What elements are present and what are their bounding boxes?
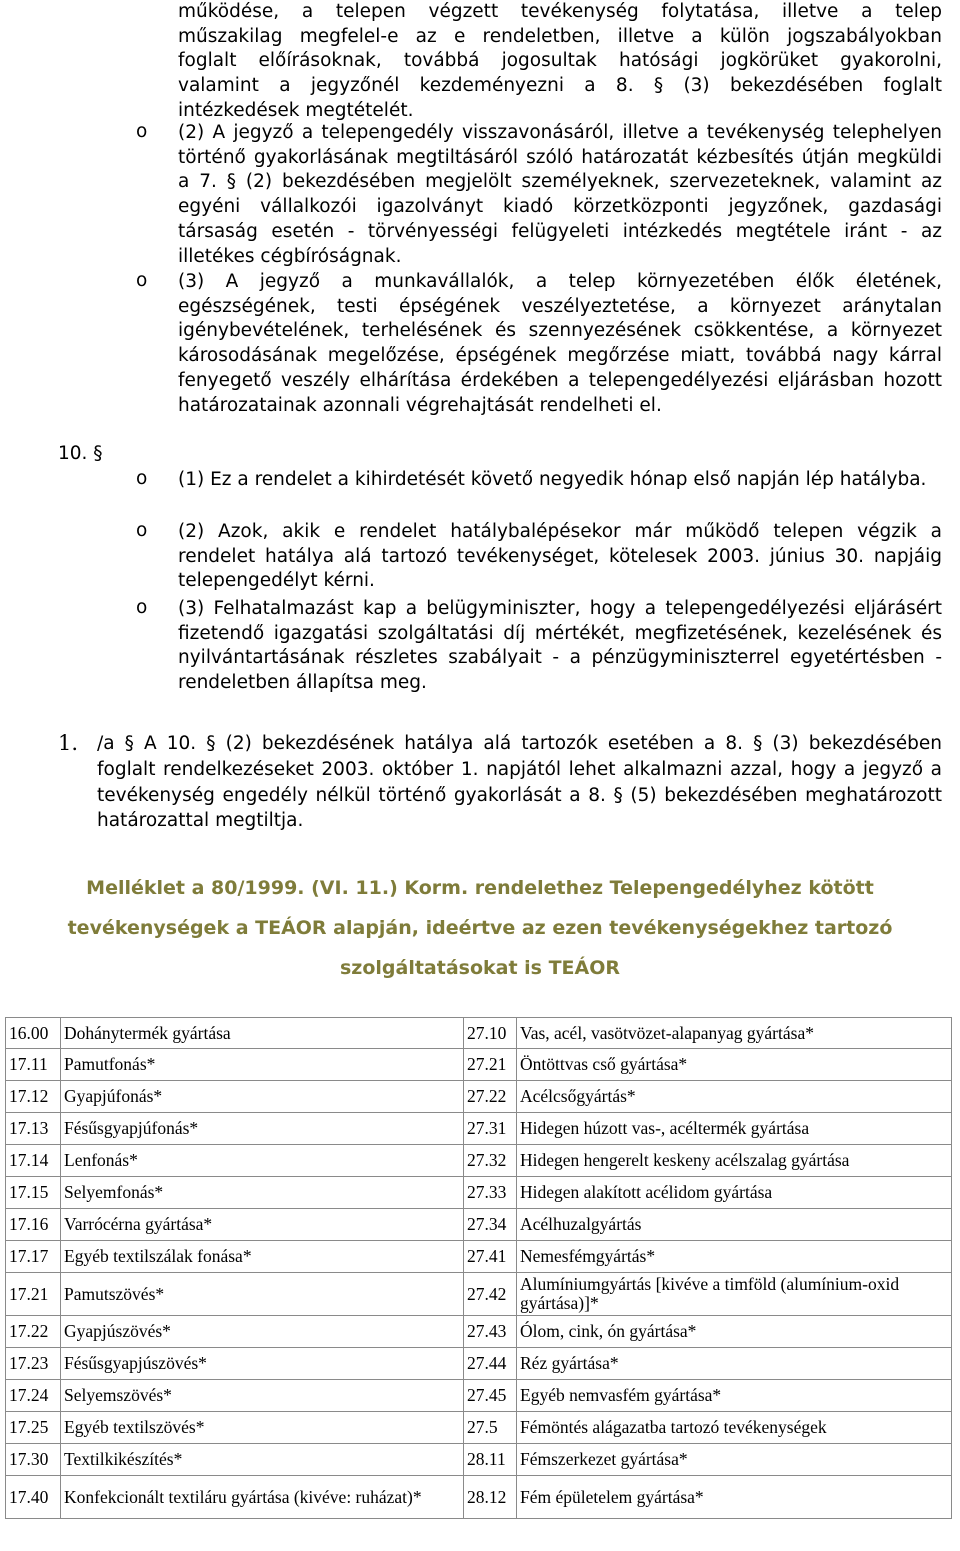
continuation-line: intézkedések megtételét. [178, 99, 414, 121]
teaor-code-cell: 17.25 [6, 1412, 61, 1444]
list-bullet: o [136, 597, 148, 618]
table-row [6, 1049, 952, 1081]
activity-name-cell: Pamutfonás* [61, 1049, 464, 1081]
teaor-code-cell: 16.00 [6, 1018, 61, 1049]
teaor-code-cell: 27.44 [464, 1348, 517, 1380]
table-row [6, 1273, 952, 1316]
continuation-line: valamint a jegyzőnél kezdeményezni a 8. § (3) bekezdésében foglalt [178, 75, 942, 97]
teaor-code-cell: 17.16 [6, 1209, 61, 1241]
teaor-code-cell: 17.22 [6, 1316, 61, 1348]
teaor-code-cell: 27.31 [464, 1113, 517, 1145]
activity-name-cell: Ólom, cink, ón gyártása* [517, 1316, 952, 1348]
teaor-code-cell: 27.45 [464, 1380, 517, 1412]
activity-name-cell: Acélhuzalgyártás [517, 1209, 952, 1241]
continuation-line: műszakilag megfelel-e az e rendeletben, illetve a külön jogszabályokban [178, 25, 942, 47]
table-row [6, 1145, 952, 1177]
teaor-code-cell: 27.43 [464, 1316, 517, 1348]
activity-name-cell: Gyapjúszövés* [61, 1316, 464, 1348]
table-row [6, 1241, 952, 1273]
paragraph-3-immediate-enforcement: (3) A jegyző a munkavállalók, a telep környezetében élők életének, egészségének, testi épségének veszélyeztetése, a környezet aránytalan igénybevételének, terhelésének és szennyezésének csökkentése, a környezet károsodásának megelőzése, épségének megőrzése miatt, továbbá nagy kárral fenyegető veszély elhárítása érdekében a telepengedélyezési eljárásban hozott határozatainak azonnali végrehajtását rendelheti el. [178, 271, 942, 416]
paragraph-10-2: (2) Azok, akik e rendelet hatálybalépésekor már működő telepen végzik a rendelet hatálya alá tartozó tevékenységet, kötelesek 2003. június 30. napjáig telepengedélyt kérni. [178, 521, 942, 592]
teaor-code-cell: 17.13 [6, 1113, 61, 1145]
paragraph-10-3: (3) Felhatalmazást kap a belügyminiszter, hogy a telepengedélyezési eljárásért fizetendő igazgatási szolgáltatási díj mértékét, megfizetésének, kezelésének és nyilvántartásának részletes szabályait - a pénzügyminiszterrel egyetértésben - rendeletben állapítsa meg. [178, 598, 942, 694]
table-row [6, 1348, 952, 1380]
teaor-code-cell: 27.10 [464, 1018, 517, 1049]
activity-name-cell: Egyéb textilszálak fonása* [61, 1241, 464, 1273]
activity-name-cell: Hidegen alakított acélidom gyártása [517, 1177, 952, 1209]
activity-name-cell: Vas, acél, vasötvözet-alapanyag gyártása* [517, 1018, 952, 1049]
activity-name-cell: Hidegen hengerelt keskeny acélszalag gyártása [517, 1145, 952, 1177]
teaor-code-cell: 27.32 [464, 1145, 517, 1177]
annex-heading-line: tevékenységek a TEÁOR alapján, ideértve az ezen tevékenységekhez tartozó [67, 917, 893, 939]
note-number: 1. [58, 731, 79, 755]
teaor-code-cell: 17.14 [6, 1145, 61, 1177]
teaor-code-cell: 17.40 [6, 1476, 61, 1519]
activity-name-cell: Egyéb nemvasfém gyártása* [517, 1380, 952, 1412]
activity-name-cell: Fésűsgyapjúszövés* [61, 1348, 464, 1380]
annex-heading-line: szolgáltatásokat is TEÁOR [339, 957, 621, 979]
teaor-code-cell: 27.5 [464, 1412, 517, 1444]
teaor-code-cell: 27.41 [464, 1241, 517, 1273]
teaor-code-cell: 17.24 [6, 1380, 61, 1412]
activity-name-cell: Fémöntés alágazatba tartozó tevékenységek [517, 1412, 952, 1444]
continuation-line: foglalt előírásoknak, továbbá jogosultak hatósági jogkörüket gyakorolni, [178, 50, 942, 72]
table-row [6, 1380, 952, 1412]
activity-name-cell: Hidegen húzott vas-, acéltermék gyártása [517, 1113, 952, 1145]
table-row [6, 1209, 952, 1241]
note-paragraph: /a § A 10. § (2) bekezdésének hatálya alá tartozók esetében a 8. § (3) bekezdésében foglalt rendelkezéseket 2003. október 1. napjától lehet alkalmazni azzal, hogy a jegyző a tevékenység engedély nélkül történő gyakorlását a 8. § (5) bekezdésében meghatározott határozattal megtiltja. [97, 733, 942, 832]
activity-name-cell: Selyemfonás* [61, 1177, 464, 1209]
teaor-code-cell: 17.23 [6, 1348, 61, 1380]
activity-name-cell: Alumíniumgyártás [kivéve a timföld (alumínium-oxid gyártása)]* [517, 1273, 952, 1316]
activity-name-cell: Acélcsőgyártás* [517, 1081, 952, 1113]
list-bullet: o [136, 468, 148, 489]
activity-name-cell: Fém épületelem gyártása* [517, 1476, 952, 1519]
activity-name-cell: Réz gyártása* [517, 1348, 952, 1380]
list-bullet: o [136, 270, 148, 291]
teaor-code-cell: 17.12 [6, 1081, 61, 1113]
teaor-code-cell: 28.11 [464, 1444, 517, 1476]
teaor-code-cell: 17.21 [6, 1273, 61, 1316]
table-row [6, 1444, 952, 1476]
activity-name-cell: Egyéb textilszövés* [61, 1412, 464, 1444]
activity-name-cell: Konfekcionált textiláru gyártása (kivéve: ruházat)* [61, 1476, 464, 1519]
activity-name-cell: Nemesfémgyártás* [517, 1241, 952, 1273]
activity-name-cell: Selyemszövés* [61, 1380, 464, 1412]
teaor-code-cell: 17.15 [6, 1177, 61, 1209]
teaor-code-cell: 28.12 [464, 1476, 517, 1519]
list-bullet: o [136, 121, 148, 142]
teaor-code-cell: 17.11 [6, 1049, 61, 1081]
teaor-code-cell: 27.34 [464, 1209, 517, 1241]
continuation-line: működése, a telepen végzett tevékenység folytatása, illetve a telep [178, 1, 942, 22]
activity-name-cell: Fésűsgyapjúfonás* [61, 1113, 464, 1145]
paragraph-2-revocation: (2) A jegyző a telepengedély visszavonásáról, illetve a tevékenység telephelyen történő gyakorlásának megtiltásáról szóló határozatát kézbesítés útján megküldi a 7. § (2) bekezdésében megjelölt személyeknek, szervezeteknek, valamint az egyéni vállalkozói igazolványt kiadó körzetközponti jegyzőnek, gazdasági társaság esetén - törvényességi felügyeleti intézkedés megtétele iránt - az illetékes cégbíróságnak. [178, 122, 942, 267]
activity-name-cell: Pamutszövés* [61, 1273, 464, 1316]
activity-name-cell: Gyapjúfonás* [61, 1081, 464, 1113]
teaor-code-cell: 17.30 [6, 1444, 61, 1476]
teaor-code-cell: 17.17 [6, 1241, 61, 1273]
table-row [6, 1412, 952, 1444]
teaor-code-cell: 27.22 [464, 1081, 517, 1113]
activity-name-cell: Varrócérna gyártása* [61, 1209, 464, 1241]
section-10-label: 10. § [58, 443, 103, 464]
activity-name-cell: Dohánytermék gyártása [61, 1018, 464, 1049]
continuation-paragraph [178, 0, 942, 124]
activity-name-cell: Öntöttvas cső gyártása* [517, 1049, 952, 1081]
teaor-code-cell: 27.42 [464, 1273, 517, 1316]
annex-activity-table [5, 1017, 952, 1519]
paragraph-10-1: (1) Ez a rendelet a kihirdetését követő negyedik hónap első napján lép hatályba. [178, 469, 927, 490]
list-bullet: o [136, 520, 148, 541]
table-row [6, 1081, 952, 1113]
activity-name-cell: Textilkikészítés* [61, 1444, 464, 1476]
activity-name-cell: Lenfonás* [61, 1145, 464, 1177]
table-row [6, 1177, 952, 1209]
table-row [6, 1018, 952, 1049]
table-row [6, 1476, 952, 1519]
teaor-code-cell: 27.33 [464, 1177, 517, 1209]
table-row [6, 1113, 952, 1145]
table-row [6, 1316, 952, 1348]
activity-name-cell: Fémszerkezet gyártása* [517, 1444, 952, 1476]
teaor-code-cell: 27.21 [464, 1049, 517, 1081]
annex-heading-line: Melléklet a 80/1999. (VI. 11.) Korm. rendelethez Telepengedélyhez kötött [86, 877, 874, 899]
